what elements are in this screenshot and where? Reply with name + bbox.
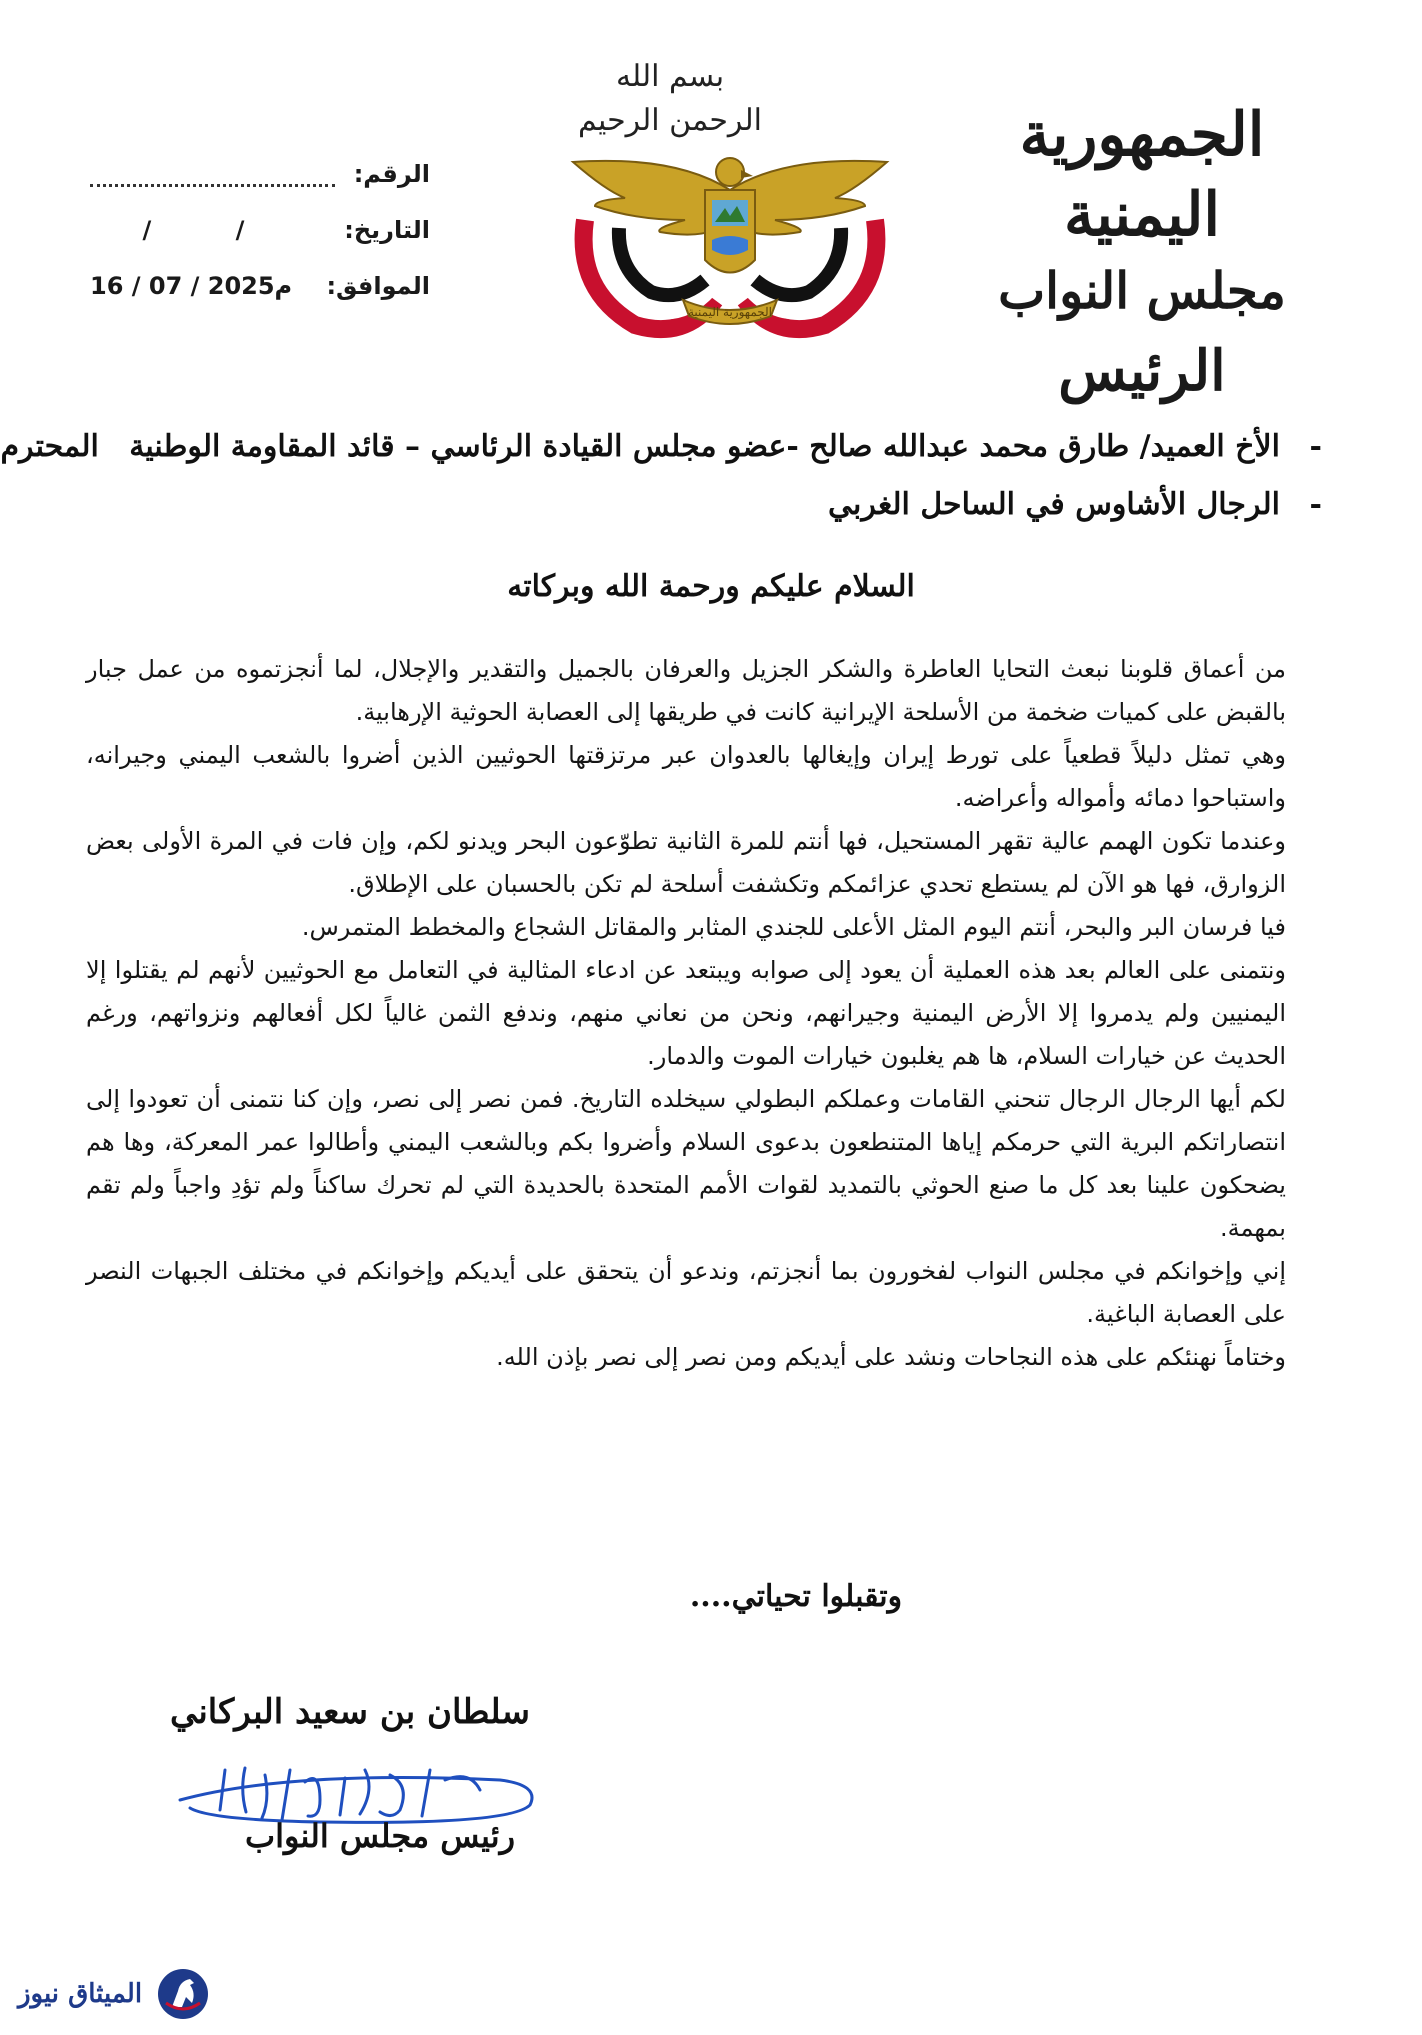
addressee-item	[0, 418, 1322, 476]
reference-date-label: التاريخ:	[344, 216, 430, 244]
body-paragraph: من أعماق قلوبنا نبعث التحايا العاطرة والشكر الجزيل والعرفان بالجميل والتقدير والإجلال، لما أنجزتموه من عمل جبار بالقبض على كميات ضخمة من الأسلحة الإيرانية كانت في طريقها إلى العصابة الحوثية الإرهابية.	[86, 655, 1286, 726]
reference-corresponding-value: 16 / 07 / 2025م	[90, 272, 293, 300]
reference-number-dots	[90, 184, 335, 187]
body-paragraph: فيا فرسان البر والبحر، أنتم اليوم المثل الأعلى للجندي المثابر والمقاتل الشجاع والمخطط المتمرس.	[301, 913, 1286, 941]
reference-date-value: / /	[142, 216, 283, 244]
emblem-scroll-text: الجمهورية اليمنية	[687, 305, 773, 319]
body-paragraph: ونتمنى على العالم بعد هذه العملية أن يعود إلى صوابه ويبتعد عن ادعاء المثالية في التعامل مع الحوثيين لأنهم لم يقتلوا إلا اليمنيين ولم يدمروا إلا الأرض اليمنية وجيرانهم، ونحن من نعاني منهم، وندفع الثمن غالياً لكل أفعالهم ونزواتهم، ورغم الحديث عن خيارات السلام، ها هم يغلبون خيارات الموت والدمار.	[86, 956, 1286, 1070]
body-paragraph: وعندما تكون الهمم عالية تقهر المستحيل، فها أنتم للمرة الثانية تطوّعون البحر ويدنو لكم، وإن فات في المرة الأولى بعض الزوارق، فها هو الآن لم يستطع تحدي عزائمكم وتكشفت أسلحة لم تكن بالحسبان على الإطلاق.	[86, 827, 1286, 898]
letter-body	[86, 648, 1286, 1379]
signatory-name: سلطان بن سعيد البركاني	[170, 1692, 530, 1732]
body-paragraph: وختاماً نهنئكم على هذه النجاحات ونشد على أيديكم ومن نصر إلى نصر بإذن الله.	[496, 1343, 1286, 1371]
basmala: بسم الله الرحمن الرحيم	[578, 59, 762, 138]
addressee-item	[102, 476, 1322, 534]
signatory-title: رئيس مجلس النواب	[244, 1817, 516, 1855]
reference-date-row	[90, 206, 430, 262]
office-title: الرئيس	[1058, 338, 1226, 404]
body-paragraph: إني وإخوانكم في مجلس النواب لفخورون بما أنجزتم، وندعو أن يتحقق على أيديكم وإخوانكم في مختلف الجبهات النصر على العصابة الباغية.	[86, 1257, 1286, 1328]
closing-line: وتقبلوا تحياتي....	[689, 1579, 903, 1614]
signature-block	[170, 1680, 550, 1880]
bullet-dash: -	[1309, 487, 1322, 522]
addressee-text: الرجال الأشاوس في الساحل الغربي	[828, 487, 1280, 522]
reference-corresponding-row	[90, 262, 430, 318]
republic-title: الجمهورية اليمنية	[1019, 100, 1265, 250]
reference-block	[90, 150, 430, 318]
reference-corresponding-label: الموافق:	[326, 272, 430, 300]
parliament-title: مجلس النواب	[998, 261, 1286, 320]
letterhead-title-block	[932, 95, 1352, 411]
reference-number-label: الرقم:	[353, 160, 430, 188]
letterhead	[0, 0, 1422, 404]
yemen-eagle-emblem-icon	[565, 150, 895, 340]
addressee-list	[0, 418, 1322, 534]
body-paragraph: وهي تمثل دليلاً قطعياً على تورط إيران وإيغالها بالعدوان عبر مرتزقتها الحوثيين الذين أضروا بالشعب اليمني وجيرانه، واستباحوا دمائه وأمواله وأعراضه.	[86, 741, 1286, 812]
addressee-honorific: المحترم	[0, 429, 99, 464]
site-watermark	[10, 1965, 210, 2025]
horse-logo-icon	[156, 1967, 210, 2021]
bullet-dash: -	[1309, 429, 1322, 464]
reference-number-row	[90, 150, 430, 206]
greeting: السلام عليكم ورحمة الله وبركاته	[507, 569, 915, 604]
watermark-text: الميثاق نيوز	[17, 1979, 143, 2009]
body-paragraph: لكم أيها الرجال الرجال تنحني القامات وعملكم البطولي سيخلده التاريخ. فمن نصر إلى نصر، وإن كنا نتمنى أن تعودوا إلى انتصاراتكم البرية التي حرمكم إياها المتنطعون بدعوى السلام وأضروا بكم وبالشعب اليمني وأطالوا عمر المعركة، وها هم يضحكون علينا بعد كل ما صنع الحوثي بالتمديد لقوات الأمم المتحدة بالحديدة التي لم تحرك ساكناً ولم تؤدِ واجباً ولم تقم بمهمة.	[86, 1085, 1286, 1242]
addressee-text: الأخ العميد/ طارق محمد عبدالله صالح -عضو مجلس القيادة الرئاسي – قائد المقاومة الوطنية	[129, 429, 1280, 464]
